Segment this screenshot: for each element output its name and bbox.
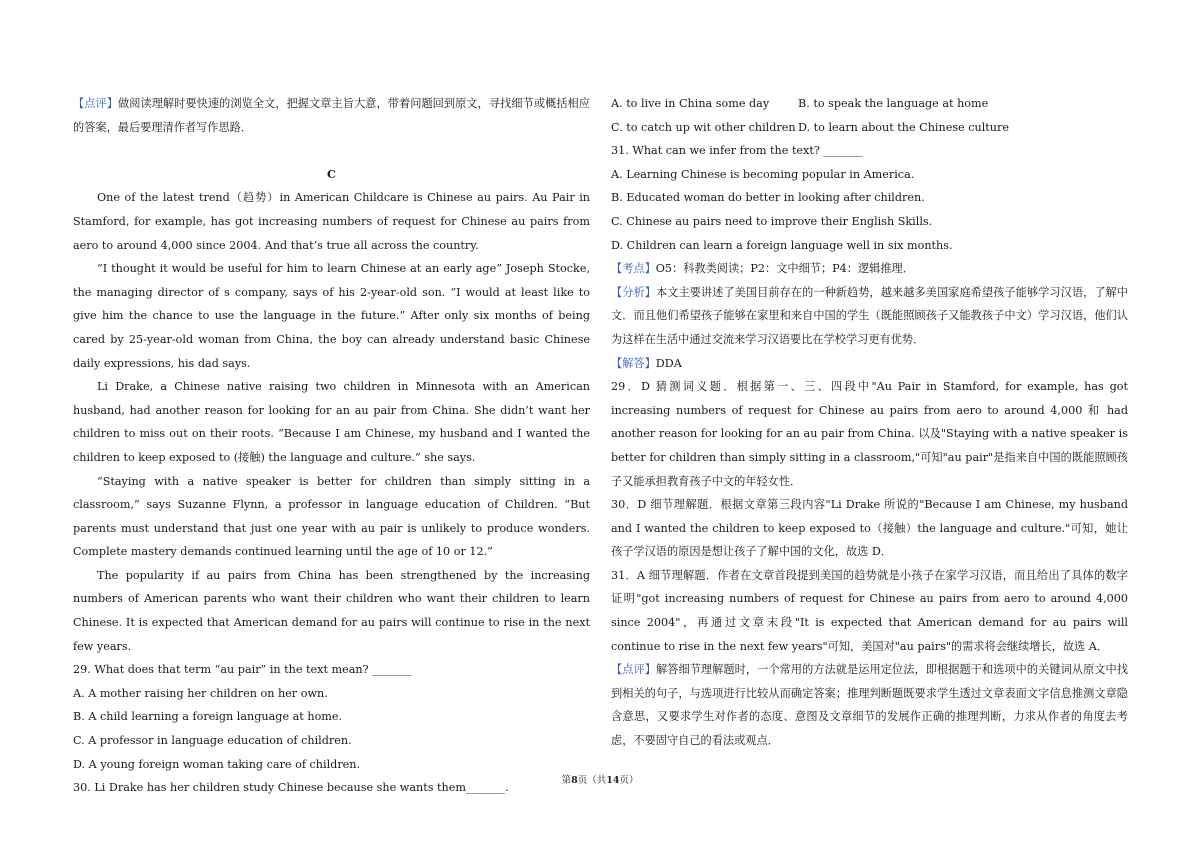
comment-paragraph-1: [73, 92, 590, 139]
option-30-a: A. to live in China some day: [611, 97, 770, 110]
option-31-c: C. Chinese au pairs need to improve their English Skills.: [611, 214, 933, 228]
passage-paragraph-2: “I thought it would be useful for him to learn Chinese at an early age” Joseph Stocke, the managing director of s company, says of his 2-year-old son. “I would at least like to give him the chance to use the language in the future.” After only six months of being cared by 25-year-old woman from China, the boy can already understand basic Chinese daily expressions, his dad says.: [73, 262, 590, 370]
option-29-c: C. A professor in language education of children.: [73, 734, 352, 748]
passage-paragraph-4: “Staying with a native speaker is better for children than simply sitting in a classroom,” says Suzanne Flynn, a professor in language education of Children. “But parents must understand that just one year with au pair is unlikely to produce wonders. Complete mastery demands continued learning until the age of 10 or 12.”: [73, 474, 602, 559]
spacer: [73, 139, 590, 163]
options-row-30-ab: [611, 92, 1128, 116]
page-prefix: 第: [561, 775, 572, 786]
comment-paragraph-2: [611, 658, 1128, 752]
comment-tag: 【点评】: [611, 663, 656, 677]
kaodian-paragraph: [611, 257, 1128, 281]
question-30: 30. Li Drake has her children study Chinese because she wants them_______.: [73, 781, 509, 795]
jieda-paragraph: [611, 352, 1128, 376]
kaodian-text: O5：科教类阅读；P2：文中细节；P4：逻辑推理．: [655, 262, 914, 276]
comment-tag: 【点评】: [73, 97, 118, 110]
option-30-c: C. to catch up wit other children: [611, 120, 796, 134]
option-30-b: B. to speak the language at home: [798, 97, 989, 110]
answer-30: 30．D 细节理解题．根据文章第三段内容"Li Drake 所说的"Because I am Chinese, my husband and I wanted the children to keep exposed to（接触）the language and culture."可知，她让孩子学汉语的原因是想让孩子了解中国的文化，故选 D．: [611, 498, 1128, 559]
option-30-d: D. to learn about the Chinese culture: [798, 120, 1009, 134]
fenxi-tag: 【分析】: [611, 285, 656, 299]
comment-text: 解答细节理解题时，一个常用的方法就是运用定位法，即根据题干和选项中的关键词从原文中找到相关的句子，与选项进行比较从而确定答案；推理判断题既要求学生透过文章表面文字信息推测文章隐含意思，又要求学生对作者的态度、意图及文章细节的发展作正确的推理判断，力求从作者的角度去考虑，不要固守自己的看法或观点．: [611, 663, 1128, 748]
passage-paragraph-3: Li Drake, a Chinese native raising two children in Minnesota with an American husband, had another reason for looking for an au pair from China. She didn’t want her children to miss out on their roots. “Because I am Chinese, my husband and I wanted the children to keep exposed to (接触) the language and culture.” she says.: [73, 380, 590, 464]
question-29: 29. What does that term “au pair” in the text mean? _______: [73, 663, 412, 677]
page-suffix: 页）: [619, 775, 639, 786]
page-mid: 页（共: [577, 775, 607, 786]
page-total: 14: [606, 775, 620, 786]
comment-text: 做阅读理解时要快速的浏览全文，把握文章主旨大意，带着问题回到原文，寻找细节或概括相应的答案，最后要理清作者写作思路．: [73, 97, 590, 134]
fenxi-text: 本文主要讲述了美国目前存在的一种新趋势，越来越多美国家庭希望孩子能够学习汉语，了解中文．而且他们希望孩子能够在家里和来自中国的学生（既能照顾孩子又能教孩子中文）学习汉语，他们认为这样在生活中通过交流来学习汉语要比在学校学习更有优势．: [611, 285, 1128, 346]
right-column: [611, 92, 1128, 753]
option-31-d: D. Children can learn a foreign language well in six months.: [611, 238, 953, 252]
option-31-b: B. Educated woman do better in looking after children.: [611, 191, 925, 205]
page-footer: [0, 772, 1200, 786]
answer-31: 31．A 细节理解题．作者在文章首段提到美国的趋势就是小孩子在家学习汉语，而且给出了具体的数字证明"got increasing numbers of request for Chinese au pairs from aero to around 4,000 since 2004"，再通过文章末段"It is expected that American demand for au pairs will continue to rise in the next few years"可知，美国对"au pairs"的需求将会继续增长，故选 A．: [611, 568, 1128, 653]
option-29-d: D. A young foreign woman taking care of children.: [73, 757, 361, 771]
kaodian-tag: 【考点】: [611, 262, 656, 276]
question-31: 31. What can we infer from the text? _______: [611, 144, 863, 158]
answer-29: 29．D 猜测词义题．根据第一、三、四段中"Au Pair in Stamford, for example, has got increasing numbers of request for Chinese au pairs from aero to around 4,000 和 had another reason for looking for an au pair from China. 以及"Staying with a native speaker is better for children than simply sitting in a classroom,"可知"au pair"是指来自中国的既能照顾孩子又能承担教育孩子中文的年轻女性．: [611, 380, 1128, 488]
option-29-b: B. A child learning a foreign language at home.: [73, 710, 343, 724]
passage-paragraph-1: One of the latest trend（趋势）in American Childcare is Chinese au pairs. Au Pair in Stamford, for example, has got increasing numbers of request for Chinese au pairs from aero to around 4,000 since 2004. And that’s true all across the country.: [73, 191, 590, 252]
passage-paragraph-5: The popularity if au pairs from China has been strengthened by the increasing numbers of American parents who want their children who want their children to learn Chinese. It is expected that American demand for au pairs will continue to rise in the next few years.: [73, 568, 590, 653]
fenxi-paragraph: [611, 281, 1128, 352]
jieda-tag: 【解答】: [611, 356, 656, 370]
option-29-a: A. A mother raising her children on her own.: [73, 686, 328, 700]
options-row-30-cd: [611, 116, 1128, 140]
jieda-text: DDA: [655, 356, 682, 370]
section-heading: C: [327, 166, 336, 181]
option-31-a: A. Learning Chinese is becoming popular in America.: [611, 167, 915, 181]
page-number: 8: [571, 775, 578, 786]
